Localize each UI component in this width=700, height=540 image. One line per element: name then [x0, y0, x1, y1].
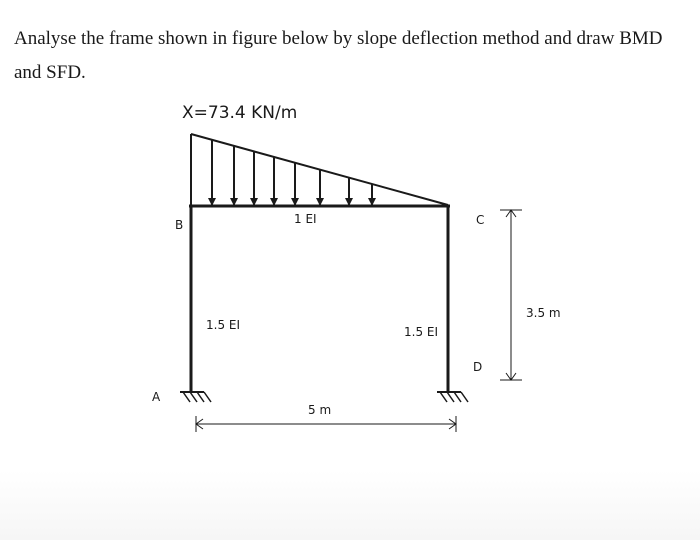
span-dimension — [196, 416, 456, 432]
question-line-1: Analyse the frame shown in figure below by slope deflection method and draw BMD — [14, 28, 663, 49]
fixed-support-d — [437, 392, 468, 402]
load-intensity-label: X=73.4 KN/m — [182, 103, 298, 123]
height-dimension — [500, 210, 522, 380]
node-d-label: D — [473, 360, 483, 374]
span-length-label: 5 m — [308, 403, 332, 417]
node-c-label: C — [476, 213, 485, 227]
right-column-stiffness-label: 1.5 EI — [404, 325, 439, 339]
triangular-load — [191, 134, 448, 205]
fixed-support-a — [180, 392, 211, 402]
height-length-label: 3.5 m — [526, 306, 561, 320]
bottom-shade — [0, 470, 700, 540]
load-arrows — [212, 140, 372, 205]
node-a-label: A — [152, 390, 161, 404]
question-line-2: and SFD. — [14, 62, 86, 83]
beam-stiffness-label: 1 EI — [294, 212, 317, 226]
left-column-stiffness-label: 1.5 EI — [206, 318, 241, 332]
node-b-label: B — [175, 218, 184, 232]
